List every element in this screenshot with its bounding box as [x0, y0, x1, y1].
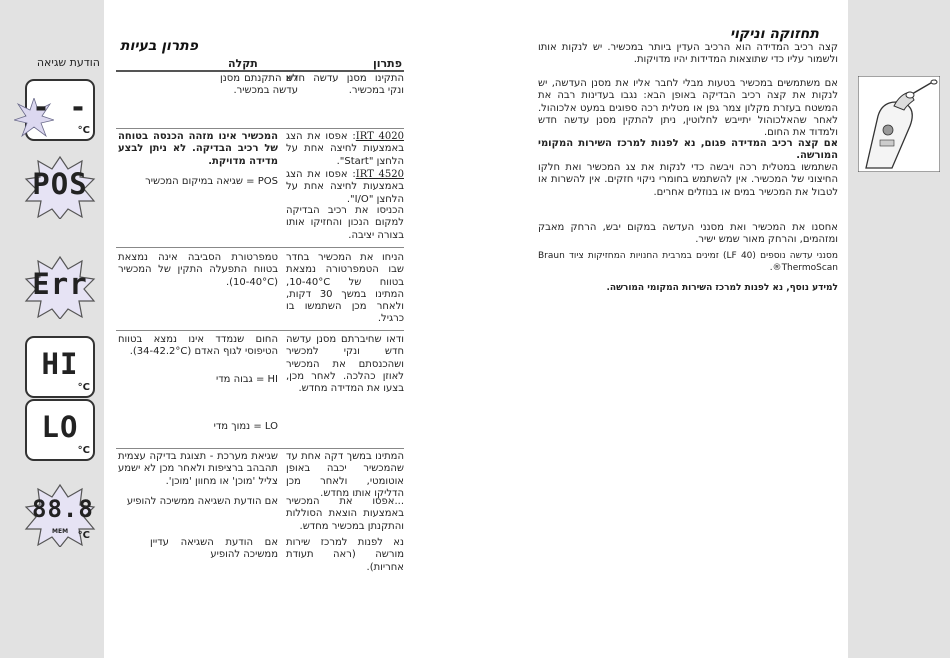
maintenance-paragraph: אם משתמשים במכשיר בטעות מבלי לחבר אליו את מסנן העדשה, יש לנקות את קצה רכיב הבדיקה באופן הבא: נגבו בעדינות רבה את המשטח בעזרת מקלון צמר גפן או מטלית רכה ספוגים במעט אלכוהול. לאחר שהאלכוהול יתייבש לחלוטין, ניתן להתקין מסנן עדשה חדש ולמדוד את החום. — [538, 78, 838, 139]
lcd-display-hi — [24, 335, 96, 399]
row-divider — [116, 128, 404, 129]
lcd-display-pos — [24, 155, 96, 219]
lcd-value: HI — [41, 347, 79, 381]
lcd-display-lo — [24, 398, 96, 462]
model-label: IRT 4020 — [355, 131, 404, 142]
column-header-problem: תקלה — [228, 57, 258, 70]
solution-cell: IRT 4020: אפסו את הצג באמצעות לחיצה אחת על הלחצן "Start". — [286, 131, 404, 167]
lcd-value: LO — [41, 410, 79, 444]
solution-cell: ודאו שחיברתם מסנן עדשה חדש ונקי למכשיר ושהכנסתם את המכשיר לאוזן כהלכה. לאחר מכן, בצעו את המדידה מחדש. — [286, 334, 404, 395]
solution-text: אפסו את הצג באמצעות לחיצה אחת על הלחצן "I/O". — [286, 169, 404, 205]
thermometer-cleaning-icon — [858, 76, 940, 172]
row-divider — [116, 247, 404, 248]
problem-cell: שגיאת מערכת - תצוגת בדיקה עצמית תהבהב ברציפות ולאחר מכן לא ישמע צליל 'מוכן' או מחוון 'מוכן'. — [118, 451, 278, 487]
solution-cell: המתינו במשך דקה אחת עד שהמכשיר יכבה באופן אוטומטי, ולאחר מכן הדליקו אותו מחדש. — [286, 451, 404, 499]
lcd-display-selftest — [24, 483, 96, 547]
model-label: IRT 4520 — [355, 169, 404, 180]
solution-cell: ...אפסו את המכשיר באמצעות הוצאת הסוללות והתקנתן במכשיר מחדש. — [286, 496, 404, 532]
solution-cell: נא לפנות למרכז שירות מורשה (ראה תעודת אחריות). — [286, 537, 404, 573]
maintenance-title: תחזוקה וניקוי — [730, 26, 819, 42]
note-hi: HI = גבוה מדי — [215, 374, 278, 385]
problem-cell: החום שנמדד אינו נמצא בטווח הטיפוסי לגוף האדם (34-42.2°C). — [118, 334, 278, 358]
note-lo: LO = נמוך מדי — [213, 421, 278, 432]
solution-cell: IRT 4520: אפסו את הצג באמצעות לחיצה אחת על הלחצן "I/O". — [286, 169, 404, 205]
lcd-value: POS — [32, 167, 88, 201]
troubleshooting-title: פתרון בעיות — [120, 38, 199, 54]
problem-cell: המכשיר אינו מזהה הכנסה בטוחה של רכיב הבדיקה. לא ניתן לבצע מדידה מדויקת. — [118, 131, 278, 167]
lcd-value: Err — [32, 267, 88, 301]
maintenance-paragraph: אם קצה רכיב המדידה פגום, נא לפנות למרכז השירות המקומי המורשה. — [538, 138, 838, 162]
lcd-value: 88.8 — [32, 495, 94, 523]
lcd-display-dashes — [24, 78, 96, 142]
solution-cell: הכניסו את רכיב הבדיקה למקום הנכון והחזיקו אותו בצורה יציבה. — [286, 205, 404, 241]
maintenance-paragraph: אחסנו את המכשיר ואת מסנני העדשה במקום יבש, הרחק מאבק ומזהמים, והרחק מאור שמש ישיר. — [538, 222, 838, 246]
column-header-solution: פתרון — [373, 57, 402, 70]
table-top-rule — [116, 70, 404, 72]
lcd-unit: °C — [77, 382, 90, 393]
solution-text: אפסו את הצג באמצעות לחיצה אחת על הלחצן "Start". — [286, 131, 404, 167]
problem-note: POS = שגיאה במיקום המכשיר — [145, 176, 278, 187]
problem-cell: לא התקנתם מסנן עדשה במכשיר. — [220, 73, 298, 97]
solution-cell: התקינו מסנן עדשה חדש ונקי במכשיר. — [286, 73, 404, 97]
maintenance-paragraph: השתמשו במטלית רכה ויבשה כדי לנקות את צג המכשיר ואת חלקו החיצוני של המכשיר. אין להשתמש בחומרי ניקוי חזקים. אין להשרות או לטבול את המכשיר במים או בנוזלים אחרים. — [538, 162, 838, 198]
lcd-unit: °C — [77, 125, 90, 136]
lcd-value: - - — [32, 90, 88, 124]
lcd-mem-indicator: MEM — [52, 528, 69, 535]
solution-cell: הניחו את המכשיר בחדר שבו הטמפרטורה נמצאת בטווח של 10-40°C, המתינו במשך 30 דקות, ולאחר מכן השתמשו בו כרגיל. — [286, 252, 404, 325]
lcd-display-err — [24, 255, 96, 319]
lcd-unit: °C — [77, 445, 90, 456]
problem-cell: אם הודעת השגיאה ממשיכה להופיע — [126, 496, 278, 507]
maintenance-paragraph: מסנני עדשה נוספים (LF 40) זמינים במרבית החנויות המחזיקות ציוד Braun ThermoScan®. — [538, 251, 838, 274]
maintenance-paragraph: קצה רכיב המדידה הוא הרכיב העדין ביותר במכשיר. יש לנקות אותו ולשמור עליו כדי שתוצאות המדידות יהיו מדויקות. — [538, 42, 838, 66]
problem-cell: טמפרטורת הסביבה אינה נמצאת בטווח התפעלה התקין של המכשיר (10-40°C). — [118, 252, 278, 288]
problem-cell: אם הודעת השגיאה עדיין ממשיכה להופיע — [150, 537, 278, 561]
lcd-unit: °C — [77, 530, 90, 541]
maintenance-paragraph: למידע נוסף, נא לפנות למרכז השירות המקומי המורשה. — [606, 283, 838, 293]
row-divider — [116, 448, 404, 449]
error-display-label: הודעת שגיאה — [36, 56, 100, 69]
row-divider — [116, 330, 404, 331]
